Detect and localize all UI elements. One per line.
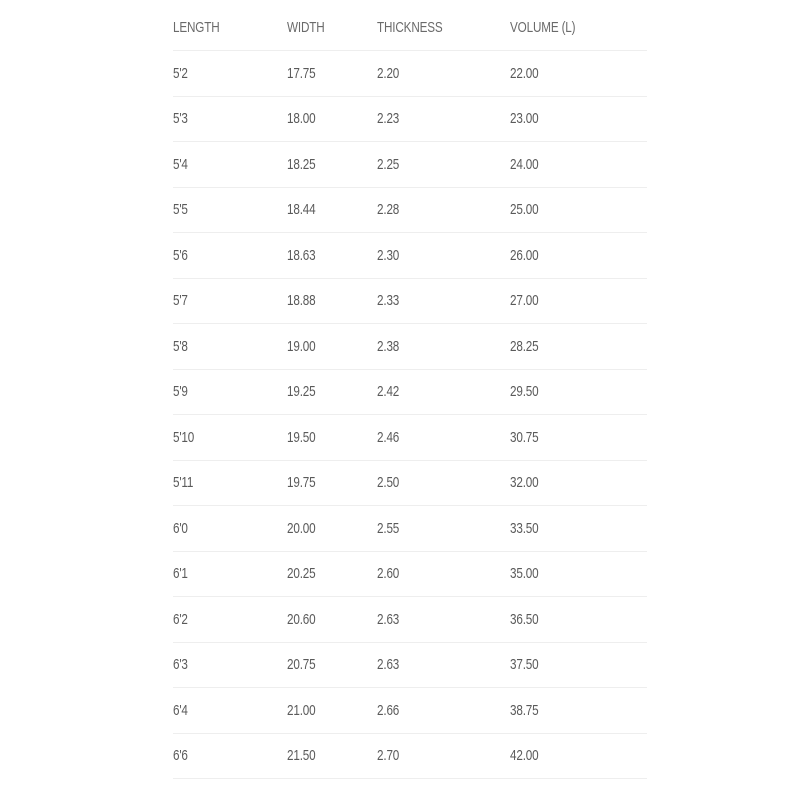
cell-length: 6'6: [173, 747, 188, 765]
cell-volume: 37.50: [510, 656, 539, 674]
cell-length: 5'9: [173, 383, 188, 401]
cell-volume: 32.00: [510, 474, 539, 492]
header-thickness: THICKNESS: [377, 18, 443, 36]
cell-length: 5'3: [173, 110, 188, 128]
table-row: [173, 51, 647, 97]
cell-thickness: 2.50: [377, 474, 400, 492]
cell-volume: 42.00: [510, 747, 539, 765]
table-row: [173, 97, 647, 143]
cell-width: 19.75: [287, 474, 316, 492]
table-row: [173, 597, 647, 643]
cell-length: 5'6: [173, 246, 188, 264]
cell-width: 18.00: [287, 110, 316, 128]
cell-volume: 27.00: [510, 292, 539, 310]
cell-width: 19.50: [287, 428, 316, 446]
cell-length: 5'11: [173, 474, 194, 492]
cell-volume: 26.00: [510, 246, 539, 264]
cell-length: 6'2: [173, 610, 188, 628]
cell-volume: 22.00: [510, 64, 539, 82]
cell-thickness: 2.42: [377, 383, 400, 401]
header-length: LENGTH: [173, 18, 220, 36]
cell-width: 18.44: [287, 201, 316, 219]
cell-width: 21.50: [287, 747, 316, 765]
cell-width: 20.60: [287, 610, 316, 628]
cell-thickness: 2.70: [377, 747, 400, 765]
cell-thickness: 2.25: [377, 155, 400, 173]
cell-thickness: 2.55: [377, 519, 400, 537]
cell-length: 6'3: [173, 656, 188, 674]
cell-length: 6'4: [173, 701, 188, 719]
cell-width: 19.25: [287, 383, 316, 401]
table-row: [173, 324, 647, 370]
table-row: [173, 142, 647, 188]
table-row: [173, 461, 647, 507]
cell-width: 20.75: [287, 656, 316, 674]
cell-width: 18.88: [287, 292, 316, 310]
cell-thickness: 2.66: [377, 701, 400, 719]
cell-volume: 30.75: [510, 428, 539, 446]
table-row: [173, 506, 647, 552]
cell-width: 18.25: [287, 155, 316, 173]
cell-volume: 35.00: [510, 565, 539, 583]
table-row: [173, 188, 647, 234]
cell-thickness: 2.20: [377, 64, 400, 82]
cell-thickness: 2.23: [377, 110, 400, 128]
cell-volume: 28.25: [510, 337, 539, 355]
cell-length: 5'10: [173, 428, 195, 446]
cell-thickness: 2.63: [377, 656, 400, 674]
cell-length: 5'8: [173, 337, 188, 355]
table-header-row: [173, 4, 647, 51]
cell-volume: 25.00: [510, 201, 539, 219]
cell-volume: 24.00: [510, 155, 539, 173]
cell-thickness: 2.60: [377, 565, 400, 583]
cell-thickness: 2.38: [377, 337, 400, 355]
table-row: [173, 552, 647, 598]
cell-thickness: 2.30: [377, 246, 400, 264]
header-volume: VOLUME (L): [510, 18, 576, 36]
table-body: [173, 51, 647, 779]
cell-length: 5'4: [173, 155, 188, 173]
cell-width: 17.75: [287, 64, 316, 82]
cell-volume: 33.50: [510, 519, 539, 537]
cell-length: 5'5: [173, 201, 188, 219]
table-row: [173, 688, 647, 734]
cell-volume: 29.50: [510, 383, 539, 401]
cell-width: 20.00: [287, 519, 316, 537]
table-row: [173, 370, 647, 416]
cell-length: 5'7: [173, 292, 188, 310]
cell-width: 20.25: [287, 565, 316, 583]
cell-width: 18.63: [287, 246, 316, 264]
cell-thickness: 2.63: [377, 610, 400, 628]
size-chart-table: [173, 4, 647, 779]
table-row: [173, 643, 647, 689]
cell-length: 6'0: [173, 519, 188, 537]
cell-volume: 36.50: [510, 610, 539, 628]
cell-thickness: 2.46: [377, 428, 400, 446]
table-row: [173, 415, 647, 461]
cell-length: 5'2: [173, 64, 188, 82]
cell-volume: 38.75: [510, 701, 539, 719]
cell-volume: 23.00: [510, 110, 539, 128]
cell-width: 21.00: [287, 701, 316, 719]
table-row: [173, 734, 647, 780]
cell-thickness: 2.33: [377, 292, 400, 310]
header-width: WIDTH: [287, 18, 325, 36]
cell-width: 19.00: [287, 337, 316, 355]
table-row: [173, 233, 647, 279]
cell-length: 6'1: [173, 565, 188, 583]
table-row: [173, 279, 647, 325]
cell-thickness: 2.28: [377, 201, 400, 219]
